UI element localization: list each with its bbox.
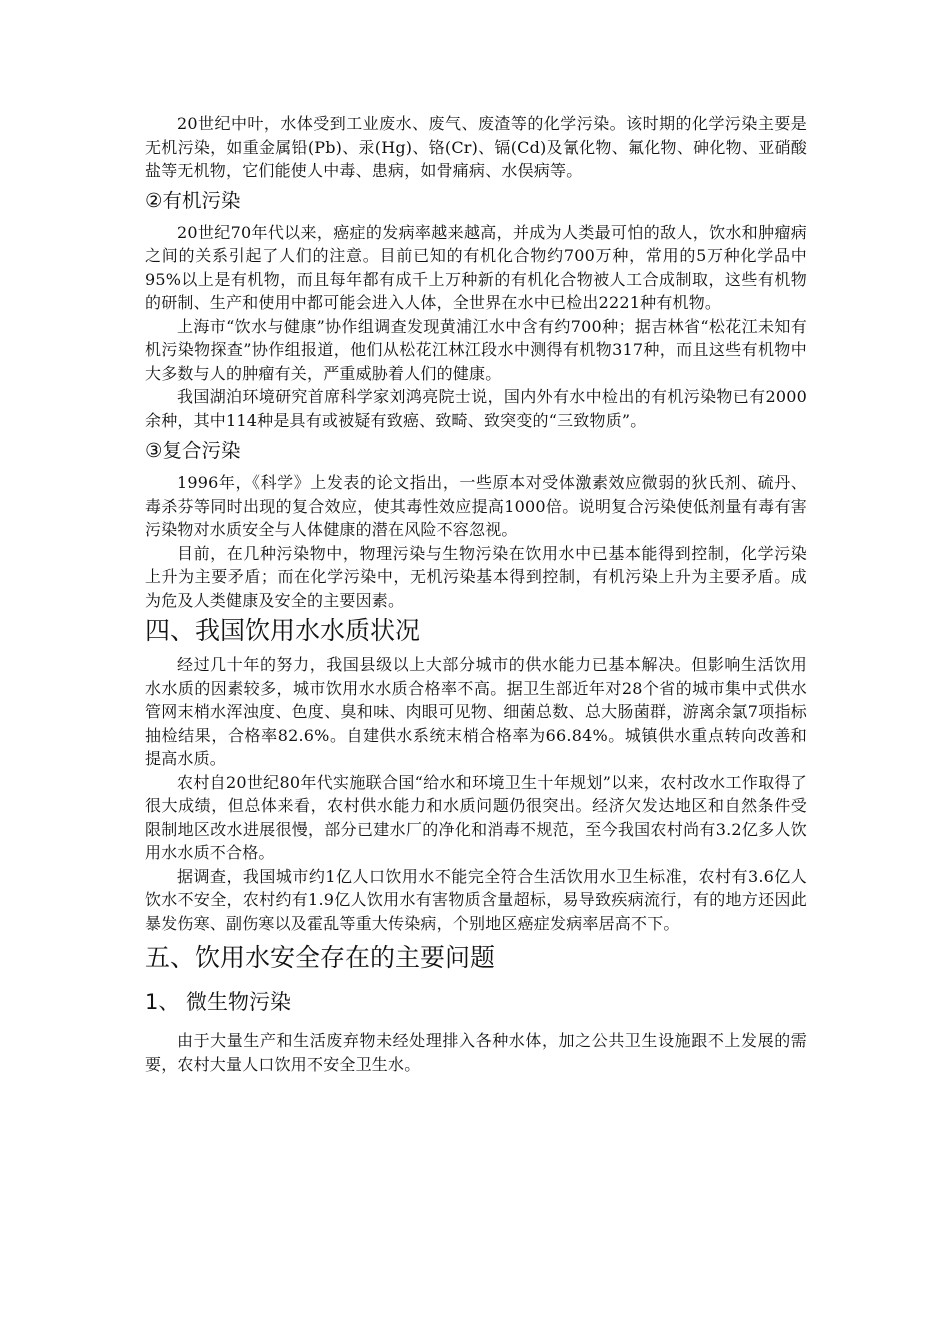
paragraph-composite-effect: 1996年，《科学》上发表的论文指出，一些原本对受体激素效应微弱的狄氏剂、硫丹、毒杀芬等同时出现的复合效应，使其毒性效应提高1000倍。说明复合污染使低剂量有毒有害污染物对水质安全与人体健康的潜在风险不容忽视。 [145, 473, 807, 539]
document-body [145, 112, 807, 1076]
paragraph-survey-results: 据调查，我国城市约1亿人口饮用水不能完全符合生活饮用水卫生标准，农村有3.6亿人饮水不安全，农村约有1.9亿人饮用水有害物质含量超标，易导致疾病流行，有的地方还因此暴发伤寒、副伤寒以及霍乱等重大传染病，个别地区癌症发病率居高不下。 [145, 866, 807, 933]
paragraph-organic-intro: 20世纪70年代以来，癌症的发病率越来越高，并成为人类最可怕的敌人，饮水和肿瘤病之间的关系引起了人们的注意。目前已知的有机化合物约700万种，常用的5万种化学品中95%以上是有机物，而且每年都有成千上万种新的有机化合物被人工合成制取，这些有机物的研制、生产和使用中都可能会进入人体，全世界在水中已检出2221种有机物。 [145, 222, 807, 312]
paragraph-inorganic-pollution: 20世纪中叶，水体受到工业废水、废气、废渣等的化学污染。该时期的化学污染主要是无机污染，如重金属铅(Pb)、汞(Hg)、铬(Cr)、镉(Cd)及氰化物、氟化物、砷化物、亚硝酸盐等无机物，它们能使人中毒、患病，如骨痛病、水俣病等。 [145, 114, 807, 180]
paragraph-rural-water-reform: 农村自20世纪80年代实施联合国“给水和环境卫生十年规划”以来，农村改水工作取得了很大成绩，但总体来看，农村供水能力和水质问题仍很突出。经济欠发达地区和自然条件受限制地区改水进展很慢，部分已建水厂的净化和消毒不规范，至今我国农村尚有3.2亿多人饮用水水质不合格。 [145, 772, 807, 862]
paragraph-shanghai-survey: 上海市“饮水与健康”协作组调查发现黄浦江水中含有约700种；据吉林省“松花江未知有机污染物探查”协作组报道，他们从松花江林江段水中测得有机物317种，而且这些有机物中大多数与人的肿瘤有关，严重威胁着人们的健康。 [145, 316, 807, 383]
section-heading-main-problems: 五、饮用水安全存在的主要问题 [145, 943, 496, 972]
heading-composite-pollution: ③复合污染 [145, 439, 241, 462]
paragraph-urban-water-supply: 经过几十年的努力，我国县级以上大部分城市的供水能力已基本解决。但影响生活饮用水水质的因素较多，城市饮用水水质合格率不高。据卫生部近年对28个省的城市集中式供水管网末梢水浑浊度、色度、臭和味、肉眼可见物、细菌总数、总大肠菌群，游离余氯7项指标抽检结果，合格率82.6%。自建供水系统末梢合格率为66.84%。城镇供水重点转向改善和提高水质。 [145, 655, 807, 768]
section-heading-water-quality-status: 四、我国饮用水水质状况 [145, 616, 421, 645]
heading-organic-pollution: ②有机污染 [145, 188, 241, 212]
subheading-microbial-pollution: 1、 微生物污染 [145, 990, 292, 1014]
paragraph-microbial-cause: 由于大量生产和生活废弃物未经处理排入各种水体，加之公共卫生设施跟不上发展的需要，农村大量人口饮用不安全卫生水。 [145, 1031, 807, 1074]
paragraph-academician-quote: 我国湖泊环境研究首席科学家刘鸿亮院士说，国内外有水中检出的有机污染物已有2000余种，其中114种是具有或被疑有致癌、致畸、致突变的“三致物质”。 [145, 387, 807, 430]
paragraph-main-contradiction: 目前，在几种污染物中，物理污染与生物污染在饮用水中已基本能得到控制，化学污染上升为主要矛盾；而在化学污染中，无机污染基本得到控制，有机污染上升为主要矛盾。成为危及人类健康及安全的主要因素。 [145, 543, 807, 610]
